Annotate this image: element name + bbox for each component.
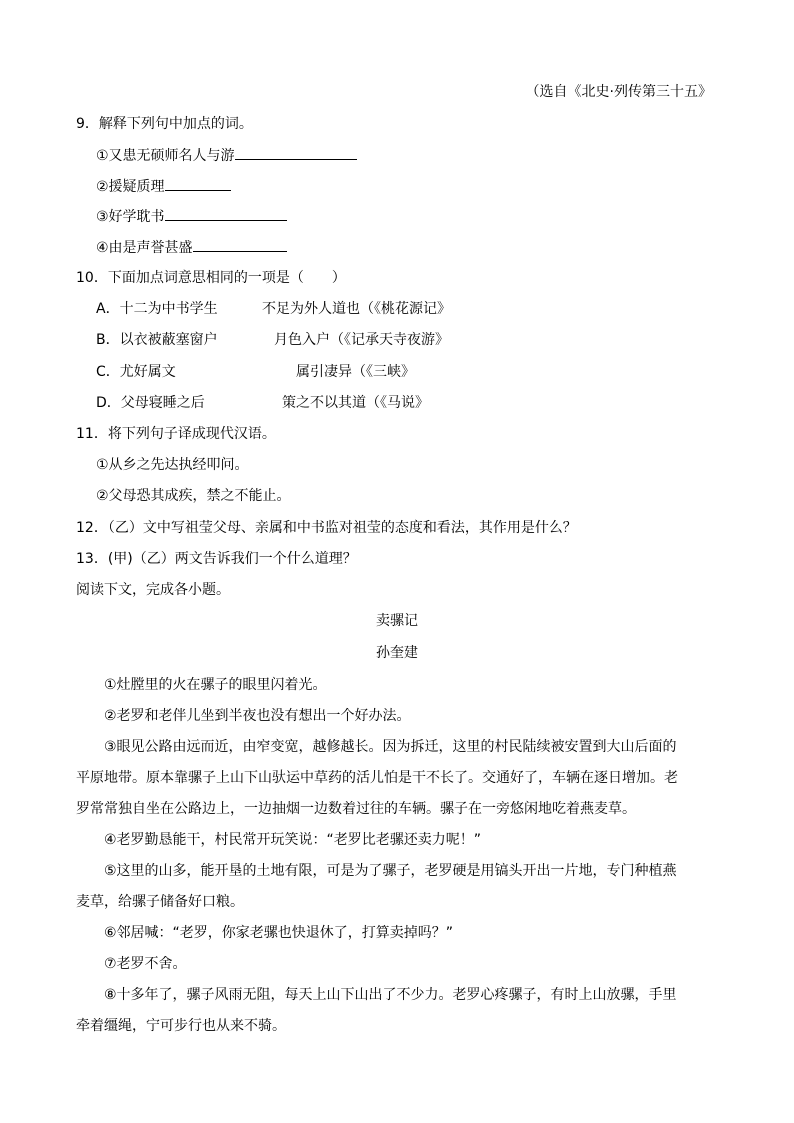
article-paragraph-3-cont: 罗常常独自坐在公路边上，一边抽烟一边数着过往的车辆。骡子在一旁悠闲地吃着燕麦草。: [76, 801, 636, 817]
question-9-item-4: [96, 237, 287, 257]
answer-blank[interactable]: [235, 145, 357, 160]
question-9-item-1: [96, 145, 357, 165]
option-d-right: 策之不以其道（《马说》: [282, 395, 429, 411]
question-9-title: 9．解释下列句中加点的词。: [76, 116, 253, 132]
article-paragraph-1: ①灶膛里的火在骡子的眼里闪着光。: [104, 677, 327, 693]
option-c-right: 属引凄异（《三峡》: [296, 364, 415, 380]
answer-blank[interactable]: [193, 237, 287, 252]
item-text: ③好学耽书: [96, 209, 165, 225]
article-paragraph-3: ③眼见公路由远而近，由窄变宽，越修越长。因为拆迁，这里的村民陆续被安置到大山后面的: [104, 739, 677, 755]
article-paragraph-5: ⑤这里的山多，能开垦的土地有限，可是为了骡子，老罗硬是用镐头开出一片地，专门种植燕: [104, 863, 677, 879]
article-paragraph-8: ⑧十多年了，骡子风雨无阻，每天上山下山出了不少力。老罗心疼骡子，有时上山放骡，手里: [104, 987, 677, 1003]
question-9-item-2: [96, 176, 231, 196]
question-9-item-3: [96, 206, 287, 226]
item-text: ④由是声誉甚盛: [96, 240, 193, 256]
question-13: 13．(甲)（乙）两文告诉我们一个什么道理？: [76, 551, 357, 567]
article-paragraph-3-cont: 平原地带。原本靠骡子上山下山驮运中草药的活儿怕是干不长了。交通好了，车辆在逐日增加。老: [76, 770, 678, 786]
article-paragraph-7: ⑦老罗不舍。: [104, 956, 187, 972]
article-paragraph-2: ②老罗和老伴儿坐到半夜也没有想出一个好办法。: [104, 708, 411, 724]
option-b-left: B．以衣被蔽塞窗户: [96, 332, 218, 348]
option-b-right: 月色入户（《记承天寺夜游》: [274, 332, 449, 348]
article-paragraph-6: ⑥邻居喊：“老罗，你家老骡也快退休了，打算卖掉吗？”: [104, 925, 454, 941]
article-paragraph-8-cont: 牵着缰绳，宁可步行也从来不骑。: [76, 1018, 286, 1034]
question-12: 12．（乙）文中写祖莹父母、亲属和中书监对祖莹的态度和看法，其作用是什么？: [76, 520, 577, 536]
question-11-title: 11．将下列句子译成现代汉语。: [76, 426, 276, 442]
question-10-title: 10．下面加点词意思相同的一项是（ ）: [76, 270, 346, 286]
option-d-left: D．父母寝睡之后: [96, 395, 205, 411]
answer-blank[interactable]: [165, 206, 287, 221]
item-text: ①又患无硕师名人与游: [96, 148, 235, 164]
article-title: 卖骡记: [376, 613, 418, 629]
answer-blank[interactable]: [165, 176, 231, 191]
question-11-item-2: ②父母恐其成疾，禁之不能止。: [96, 488, 291, 504]
option-c-left: C．尤好属文: [96, 364, 176, 380]
article-paragraph-5-cont: 麦草，给骡子储备好口粮。: [76, 894, 244, 910]
article-paragraph-4: ④老罗勤恳能干，村民常开玩笑说：“老罗比老骡还卖力呢！”: [104, 832, 482, 848]
reading-instruction: 阅读下文，完成各小题。: [76, 582, 230, 598]
article-author: 孙奎建: [376, 645, 418, 661]
source-citation: （选自《北史·列传第三十五》: [525, 84, 712, 100]
item-text: ②援疑质理: [96, 179, 165, 195]
option-a-right: 不足为外人道也（《桃花源记》: [262, 301, 451, 317]
question-11-item-1: ①从乡之先达执经叩问。: [96, 457, 249, 473]
option-a-left: A．十二为中书学生: [96, 301, 218, 317]
